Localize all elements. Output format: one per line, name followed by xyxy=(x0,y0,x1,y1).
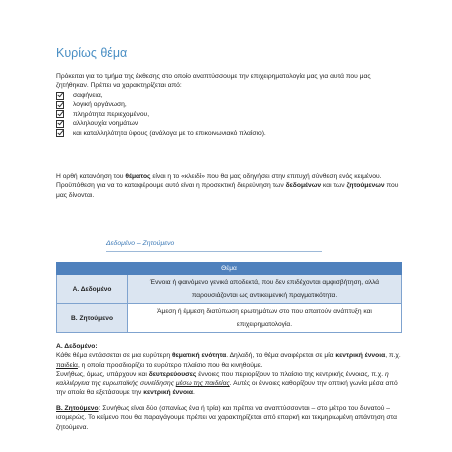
table-row xyxy=(57,275,402,304)
table-caption: Δεδομένο – Ζητούμενο xyxy=(106,240,175,247)
checkbox-bullet-icon xyxy=(56,129,64,137)
given-text: Κάθε θέμα εντάσσεται σε μια ευρύτερη θεματική ενότητα. Δηλαδή, το θέμα αναφέρεται σε μία κεντρική έννοια, π.χ. παιδεία, η οποία προσδιορίζει το ευρύτερο πλαίσιο που θα κινηθούμε. xyxy=(56,352,401,369)
list-item: και καταλληλότητα ύφους (ανάλογα με το επικοινωνιακό πλαίσιο). xyxy=(56,129,396,138)
given-heading: Α. Δεδομένο: xyxy=(56,343,98,350)
row-label: Β. Ζητούμενο xyxy=(57,304,128,333)
checkbox-bullet-icon xyxy=(56,101,64,109)
table-row xyxy=(57,304,402,333)
list-item: σαφήνεια, xyxy=(56,91,396,100)
row-text: Έννοια ή φαινόμενο γενικά αποδεκτά, που δεν επιδέχονται αμφισβήτηση, αλλά παρουσιάζονται ως αντικειμενική πραγματικότητα. xyxy=(128,275,402,304)
secondary-text: Συνήθως, όμως, υπάρχουν και δευτερεύουσες έννοιες που περιορίζουν το πλαίσιο της κεντρικής έννοιας, π.χ. η καλλιέργεια της ευρωπαϊκής συνείδησης μέσω της παιδείας. Αυτές οι έννοιες καθορίζουν την οπτική γωνία μέσα από την οποία θα εξετάσουμε την κεντρική έννοια. xyxy=(56,370,398,397)
given-section xyxy=(56,342,402,398)
row-text: Άμεση ή έμμεση διατύπωση ερωτημάτων στο που απαιτούν ανάπτυξη και επιχειρηματολογία. xyxy=(128,304,402,333)
row-label: Α. Δεδομένο xyxy=(57,275,128,304)
table-header: Θέμα xyxy=(57,263,402,275)
understanding-paragraph: Η ορθή κατανόηση του θέματος είναι η το «κλειδί» που θα μας οδηγήσει στην επιτυχή σύνθεση ενός κειμένου. Προϋπόθεση για να το καταφέρουμε αυτό είναι η προσεκτική διερεύνηση των δεδομένων και των ζητούμενων που μας δίνονται. xyxy=(56,173,399,199)
topic-table xyxy=(56,262,402,333)
checkbox-bullet-icon xyxy=(56,92,64,100)
list-item: λογική οργάνωση, xyxy=(56,100,396,109)
checkbox-bullet-icon xyxy=(56,120,64,128)
list-item: αλληλουχία νοημάτων xyxy=(56,119,396,128)
intro-paragraph: Πρόκειται για το τμήμα της έκθεσης στο οποίο αναπτύσσουμε την επιχειρηματολογία μας για αυτά που μας ζητήθηκαν. Πρέπει να χαρακτηρίζεται από: xyxy=(56,73,371,90)
asked-paragraph: Β. Ζητούμενο: Συνήθως είναι δύο (σπανίως ένα ή τρία) και πρέπει να αναπτύσσονται – στο μέτρο του δυνατού – ισομερώς. Το κείμενο που θα παραγάγουμε πρέπει να χαρακτηρίζεται από επαρκή και τεκμηριωμένη απάντηση στα ζητούμενα. xyxy=(56,405,397,431)
caption-divider xyxy=(106,251,322,252)
criteria-list xyxy=(56,91,396,138)
list-item: πληρότητα περιεχομένου, xyxy=(56,110,396,119)
checkbox-bullet-icon xyxy=(56,110,64,118)
section-title: Κυρίως θέμα xyxy=(56,46,128,60)
